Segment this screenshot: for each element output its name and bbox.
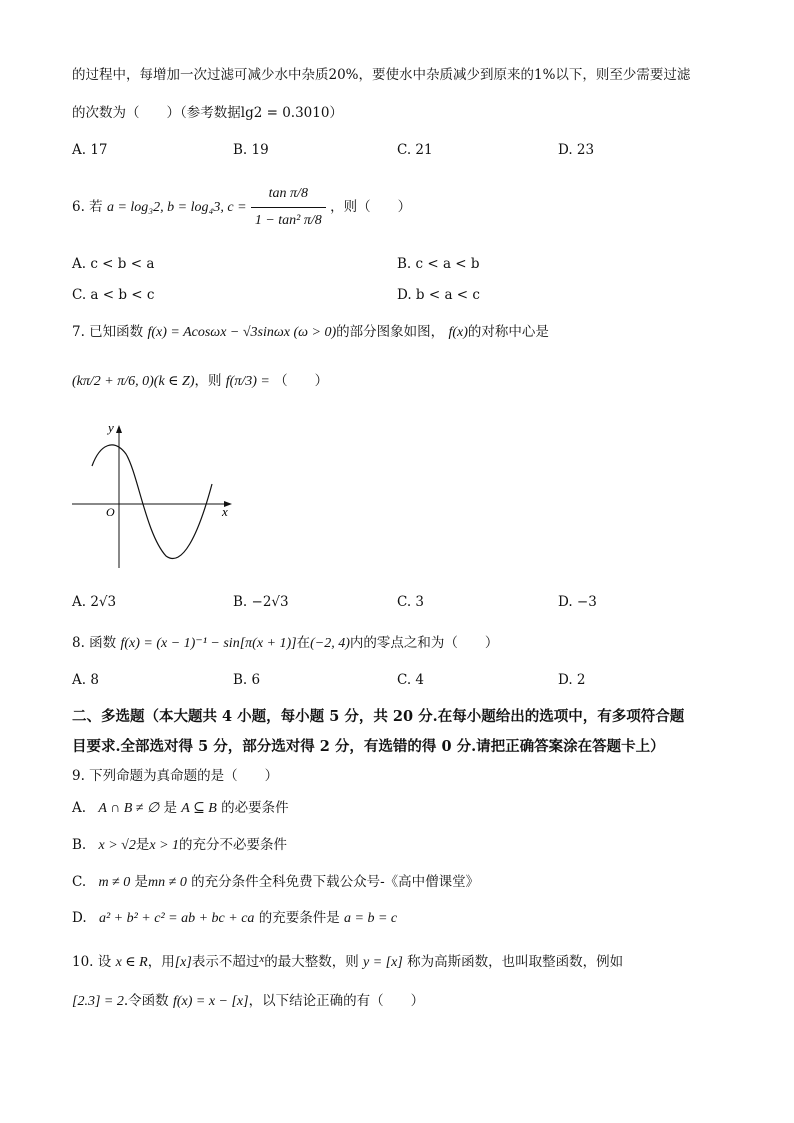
q7-function-graph bbox=[66, 416, 238, 576]
q7-line2-mid: ，则 bbox=[194, 373, 222, 389]
q10-line-1 bbox=[72, 950, 623, 972]
q6-prefix: 6. 若 bbox=[72, 199, 103, 215]
q6-fraction-numerator: tan π/8 bbox=[268, 186, 308, 201]
q6-suffix: ，则（ ） bbox=[330, 199, 412, 215]
q9-a-expr2: A ⊆ B bbox=[181, 801, 217, 816]
q8-option-b: B. 6 bbox=[233, 672, 261, 688]
q7-line2-end: （ ） bbox=[274, 373, 329, 389]
q10-line-2 bbox=[72, 992, 424, 1011]
q8-pre: 8. 函数 bbox=[72, 635, 117, 651]
q7-line1-pre: 7. 已知函数 bbox=[72, 324, 144, 340]
q10-t2: 表示不超过 bbox=[191, 954, 260, 970]
q10-t1: ，用 bbox=[147, 954, 175, 970]
origin-label: O bbox=[106, 505, 115, 519]
q8-mid: 在 bbox=[296, 635, 311, 651]
q9-c-pre: C. bbox=[72, 874, 87, 890]
q9-d-pre: D. bbox=[72, 910, 87, 926]
q9-d-expr2: a = b = c bbox=[344, 911, 398, 926]
q8-end: 内的零点之和为（ ） bbox=[349, 635, 499, 651]
q6-option-a: A. c < b < a bbox=[72, 256, 155, 272]
q7-option-b: B. −2√3 bbox=[233, 594, 289, 610]
q10-l2-expr2: f(x) = x − [x] bbox=[172, 994, 249, 1009]
section2-heading-line-1: 二、多选题（本大题共 4 小题，每小题 5 分，共 20 分.在每小题给出的选项中，有多项符合题 bbox=[72, 708, 685, 725]
q9-b-mid: 是 bbox=[135, 837, 150, 853]
q5-option-d: D. 23 bbox=[558, 142, 595, 158]
y-axis-label: y bbox=[108, 420, 114, 435]
q10-l2-t2: ，以下结论正确的有（ ） bbox=[248, 993, 425, 1009]
q5-line-1: 的过程中，每增加一次过滤可减少水中杂质20%，要使水中杂质减少到原来的1%以下，则至少需要过滤 bbox=[72, 67, 691, 83]
q7-line2-f: f(π/3) = bbox=[225, 374, 270, 389]
q7-line2-expr: (kπ/2 + π/6, 0)(k ∈ Z) bbox=[72, 374, 195, 389]
q7-line1-mid: 的部分图象如图， bbox=[336, 324, 445, 340]
q7-option-d: D. −3 bbox=[558, 594, 597, 610]
q9-c-expr2: mn ≠ 0 bbox=[148, 875, 187, 890]
q9-option-c bbox=[72, 873, 479, 892]
q5-option-c: C. 21 bbox=[397, 142, 433, 158]
q10-t4: 称为高斯函数，也叫取整函数，例如 bbox=[407, 954, 624, 970]
q8-option-d: D. 2 bbox=[558, 672, 586, 688]
q6-fraction-denominator: 1 − tan² π/8 bbox=[251, 207, 326, 232]
q10-t3: 的最大整数，则 bbox=[264, 954, 359, 970]
q6-option-c: C. a < b < c bbox=[72, 287, 155, 303]
q9-c-expr: m ≠ 0 bbox=[98, 875, 131, 890]
q9-stem: 9. 下列命题为真命题的是（ ） bbox=[72, 768, 279, 784]
x-axis-label: x bbox=[222, 504, 228, 519]
section2-heading-line-2: 目要求.全部选对得 5 分，部分选对得 2 分，有选错的得 0 分.请把正确答案涂在答题卡上） bbox=[72, 738, 665, 755]
q10-pre: 10. 设 bbox=[72, 954, 112, 970]
q6-option-b: B. c < a < b bbox=[397, 256, 480, 272]
q7-line1-fx: f(x) bbox=[448, 325, 468, 340]
q9-option-b bbox=[72, 836, 287, 855]
q5-line-2: 的次数为（ ）（参考数据lg2 = 0.3010） bbox=[72, 105, 343, 121]
q9-option-d bbox=[72, 909, 397, 928]
q9-d-expr: a² + b² + c² = ab + bc + ca bbox=[98, 911, 255, 926]
q9-b-expr: x > √2 bbox=[98, 838, 136, 853]
q5-option-b: B. 19 bbox=[233, 142, 269, 158]
q9-b-pre: B. bbox=[72, 837, 87, 853]
q9-c-end: 的充分条件全科免费下载公众号-《高中僧课堂》 bbox=[191, 874, 480, 890]
q10-l2-expr1: [2.3] = 2 bbox=[72, 994, 124, 1009]
q6-option-d: D. b < a < c bbox=[397, 287, 480, 303]
q9-a-end: 的必要条件 bbox=[221, 800, 289, 816]
q10-l2-t1: .令函数 bbox=[123, 993, 169, 1009]
q7-line-1 bbox=[72, 323, 549, 342]
q10-expr4: y = [x] bbox=[363, 955, 403, 970]
q6-fraction bbox=[251, 183, 326, 232]
q6-expr-ab: a = log₃2, b = log₄3, c = bbox=[106, 200, 247, 215]
q9-c-mid: 是 bbox=[134, 874, 149, 890]
q9-d-mid: 的充要条件是 bbox=[258, 910, 340, 926]
q9-option-a bbox=[72, 799, 289, 818]
q8-expr: f(x) = (x − 1)⁻¹ − sin[π(x + 1)] bbox=[120, 636, 297, 651]
q10-expr1: x ∈ R bbox=[115, 955, 148, 970]
q10-expr2: [x] bbox=[174, 955, 192, 970]
q7-line-2 bbox=[72, 364, 328, 398]
q7-line1-end: 的对称中心是 bbox=[467, 324, 549, 340]
q8-interval: (−2, 4) bbox=[310, 636, 350, 651]
q5-option-a: A. 17 bbox=[72, 142, 108, 158]
q8-stem bbox=[72, 634, 498, 653]
q9-a-pre: A. bbox=[72, 800, 87, 816]
q8-option-c: C. 4 bbox=[397, 672, 425, 688]
q9-a-expr: A ∩ B ≠ ∅ bbox=[98, 801, 160, 816]
q9-a-mid: 是 bbox=[163, 800, 177, 816]
q10-expr3: x bbox=[259, 953, 265, 965]
q7-option-c: C. 3 bbox=[397, 594, 425, 610]
q9-b-end: 的充分不必要条件 bbox=[179, 837, 288, 853]
q6-stem bbox=[72, 174, 411, 240]
q8-option-a: A. 8 bbox=[72, 672, 99, 688]
y-axis-arrow-icon bbox=[116, 425, 122, 433]
sine-curve bbox=[92, 445, 212, 559]
q7-line1-expr: f(x) = Acosωx − √3sinωx (ω > 0) bbox=[147, 325, 337, 340]
q9-b-expr2: x > 1 bbox=[149, 838, 180, 853]
q7-option-a: A. 2√3 bbox=[72, 594, 117, 610]
